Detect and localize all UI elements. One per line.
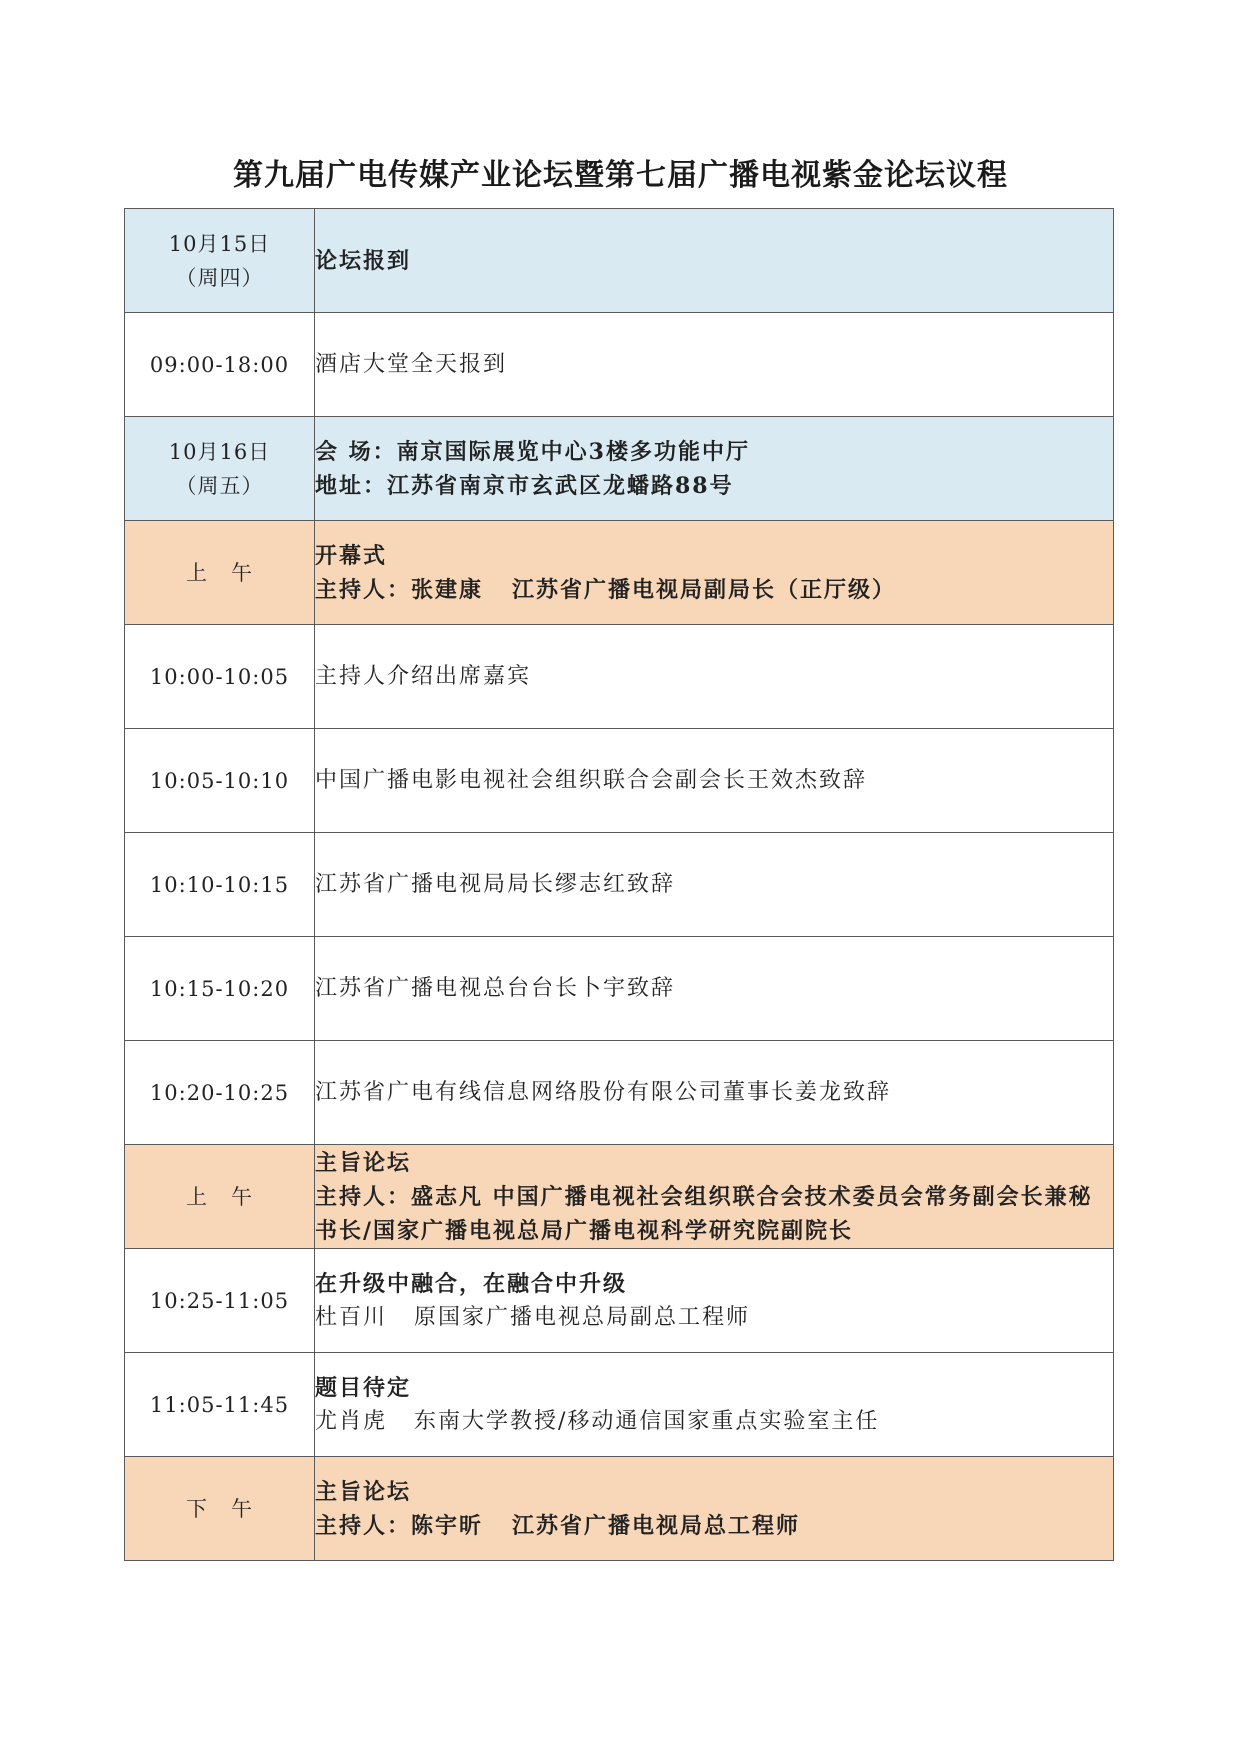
desc-line: 论坛报到	[315, 247, 412, 274]
date-text: 10月15日	[168, 231, 271, 256]
page-title: 第九届广电传媒产业论坛暨第七届广播电视紫金论坛议程	[233, 158, 1008, 193]
time-cell: 10:00-10:05	[125, 625, 315, 729]
desc-cell	[315, 729, 1114, 833]
agenda-row	[125, 729, 1114, 833]
desc-cell	[315, 417, 1114, 521]
day-header-row	[125, 209, 1114, 313]
session-header-row	[125, 1457, 1114, 1561]
desc-cell	[315, 1353, 1114, 1457]
speaker-line: 尤肖虎 东南大学教授/移动通信国家重点实验室主任	[315, 1408, 880, 1434]
desc-cell	[315, 521, 1114, 625]
session-title: 开幕式	[315, 542, 388, 569]
agenda-row	[125, 1041, 1114, 1145]
time-cell: 10:10-10:15	[125, 833, 315, 937]
desc-cell	[315, 833, 1114, 937]
desc-line: 江苏省广播电视总台台长卜宇致辞	[315, 975, 676, 1001]
host-line: 主持人：盛志凡 中国广播电视社会组织联合会技术委员会常务副会长兼秘书长/国家广播电视总局广播电视科学研究院副院长	[315, 1183, 1093, 1244]
period-cell: 下 午	[125, 1457, 315, 1561]
session-title: 主旨论坛	[315, 1149, 412, 1176]
talk-title: 在升级中融合，在融合中升级	[315, 1270, 628, 1297]
weekday-text: （周四）	[175, 265, 264, 290]
host-line: 主持人：陈宇昕 江苏省广播电视局总工程师	[315, 1512, 800, 1539]
desc-cell	[315, 209, 1114, 313]
time-cell: 09:00-18:00	[125, 313, 315, 417]
agenda-row	[125, 1353, 1114, 1457]
period-cell: 上 午	[125, 1145, 315, 1249]
desc-line: 江苏省广电有线信息网络股份有限公司董事长姜龙致辞	[315, 1079, 892, 1105]
agenda-row	[125, 1249, 1114, 1353]
desc-cell	[315, 625, 1114, 729]
date-cell	[125, 209, 315, 313]
talk-title: 题目待定	[315, 1374, 412, 1401]
day-header-row	[125, 417, 1114, 521]
agenda-row	[125, 625, 1114, 729]
desc-line: 酒店大堂全天报到	[315, 351, 508, 377]
date-text: 10月16日	[168, 439, 271, 464]
desc-line: 江苏省广播电视局局长缪志红致辞	[315, 871, 676, 897]
speaker-line: 杜百川 原国家广播电视总局副总工程师	[315, 1304, 750, 1330]
agenda-row	[125, 937, 1114, 1041]
time-cell: 11:05-11:45	[125, 1353, 315, 1457]
desc-line: 主持人介绍出席嘉宾	[315, 663, 532, 689]
agenda-row	[125, 313, 1114, 417]
session-header-row	[125, 521, 1114, 625]
desc-cell	[315, 1457, 1114, 1561]
desc-cell	[315, 1145, 1114, 1249]
time-cell: 10:25-11:05	[125, 1249, 315, 1353]
desc-line: 中国广播电影电视社会组织联合会副会长王效杰致辞	[315, 767, 868, 793]
time-cell: 10:20-10:25	[125, 1041, 315, 1145]
period-cell: 上 午	[125, 521, 315, 625]
desc-cell	[315, 313, 1114, 417]
desc-cell	[315, 1041, 1114, 1145]
date-cell	[125, 417, 315, 521]
time-cell: 10:05-10:10	[125, 729, 315, 833]
venue-line: 会 场：南京国际展览中心3楼多功能中厅	[315, 438, 750, 465]
agenda-row	[125, 833, 1114, 937]
session-title: 主旨论坛	[315, 1478, 412, 1505]
weekday-text: （周五）	[175, 473, 264, 498]
agenda-table	[124, 208, 1114, 1561]
desc-cell	[315, 937, 1114, 1041]
address-line: 地址：江苏省南京市玄武区龙蟠路88号	[315, 472, 734, 499]
session-header-row	[125, 1145, 1114, 1249]
host-line: 主持人：张建康 江苏省广播电视局副局长（正厅级）	[315, 576, 896, 603]
time-cell: 10:15-10:20	[125, 937, 315, 1041]
desc-cell	[315, 1249, 1114, 1353]
